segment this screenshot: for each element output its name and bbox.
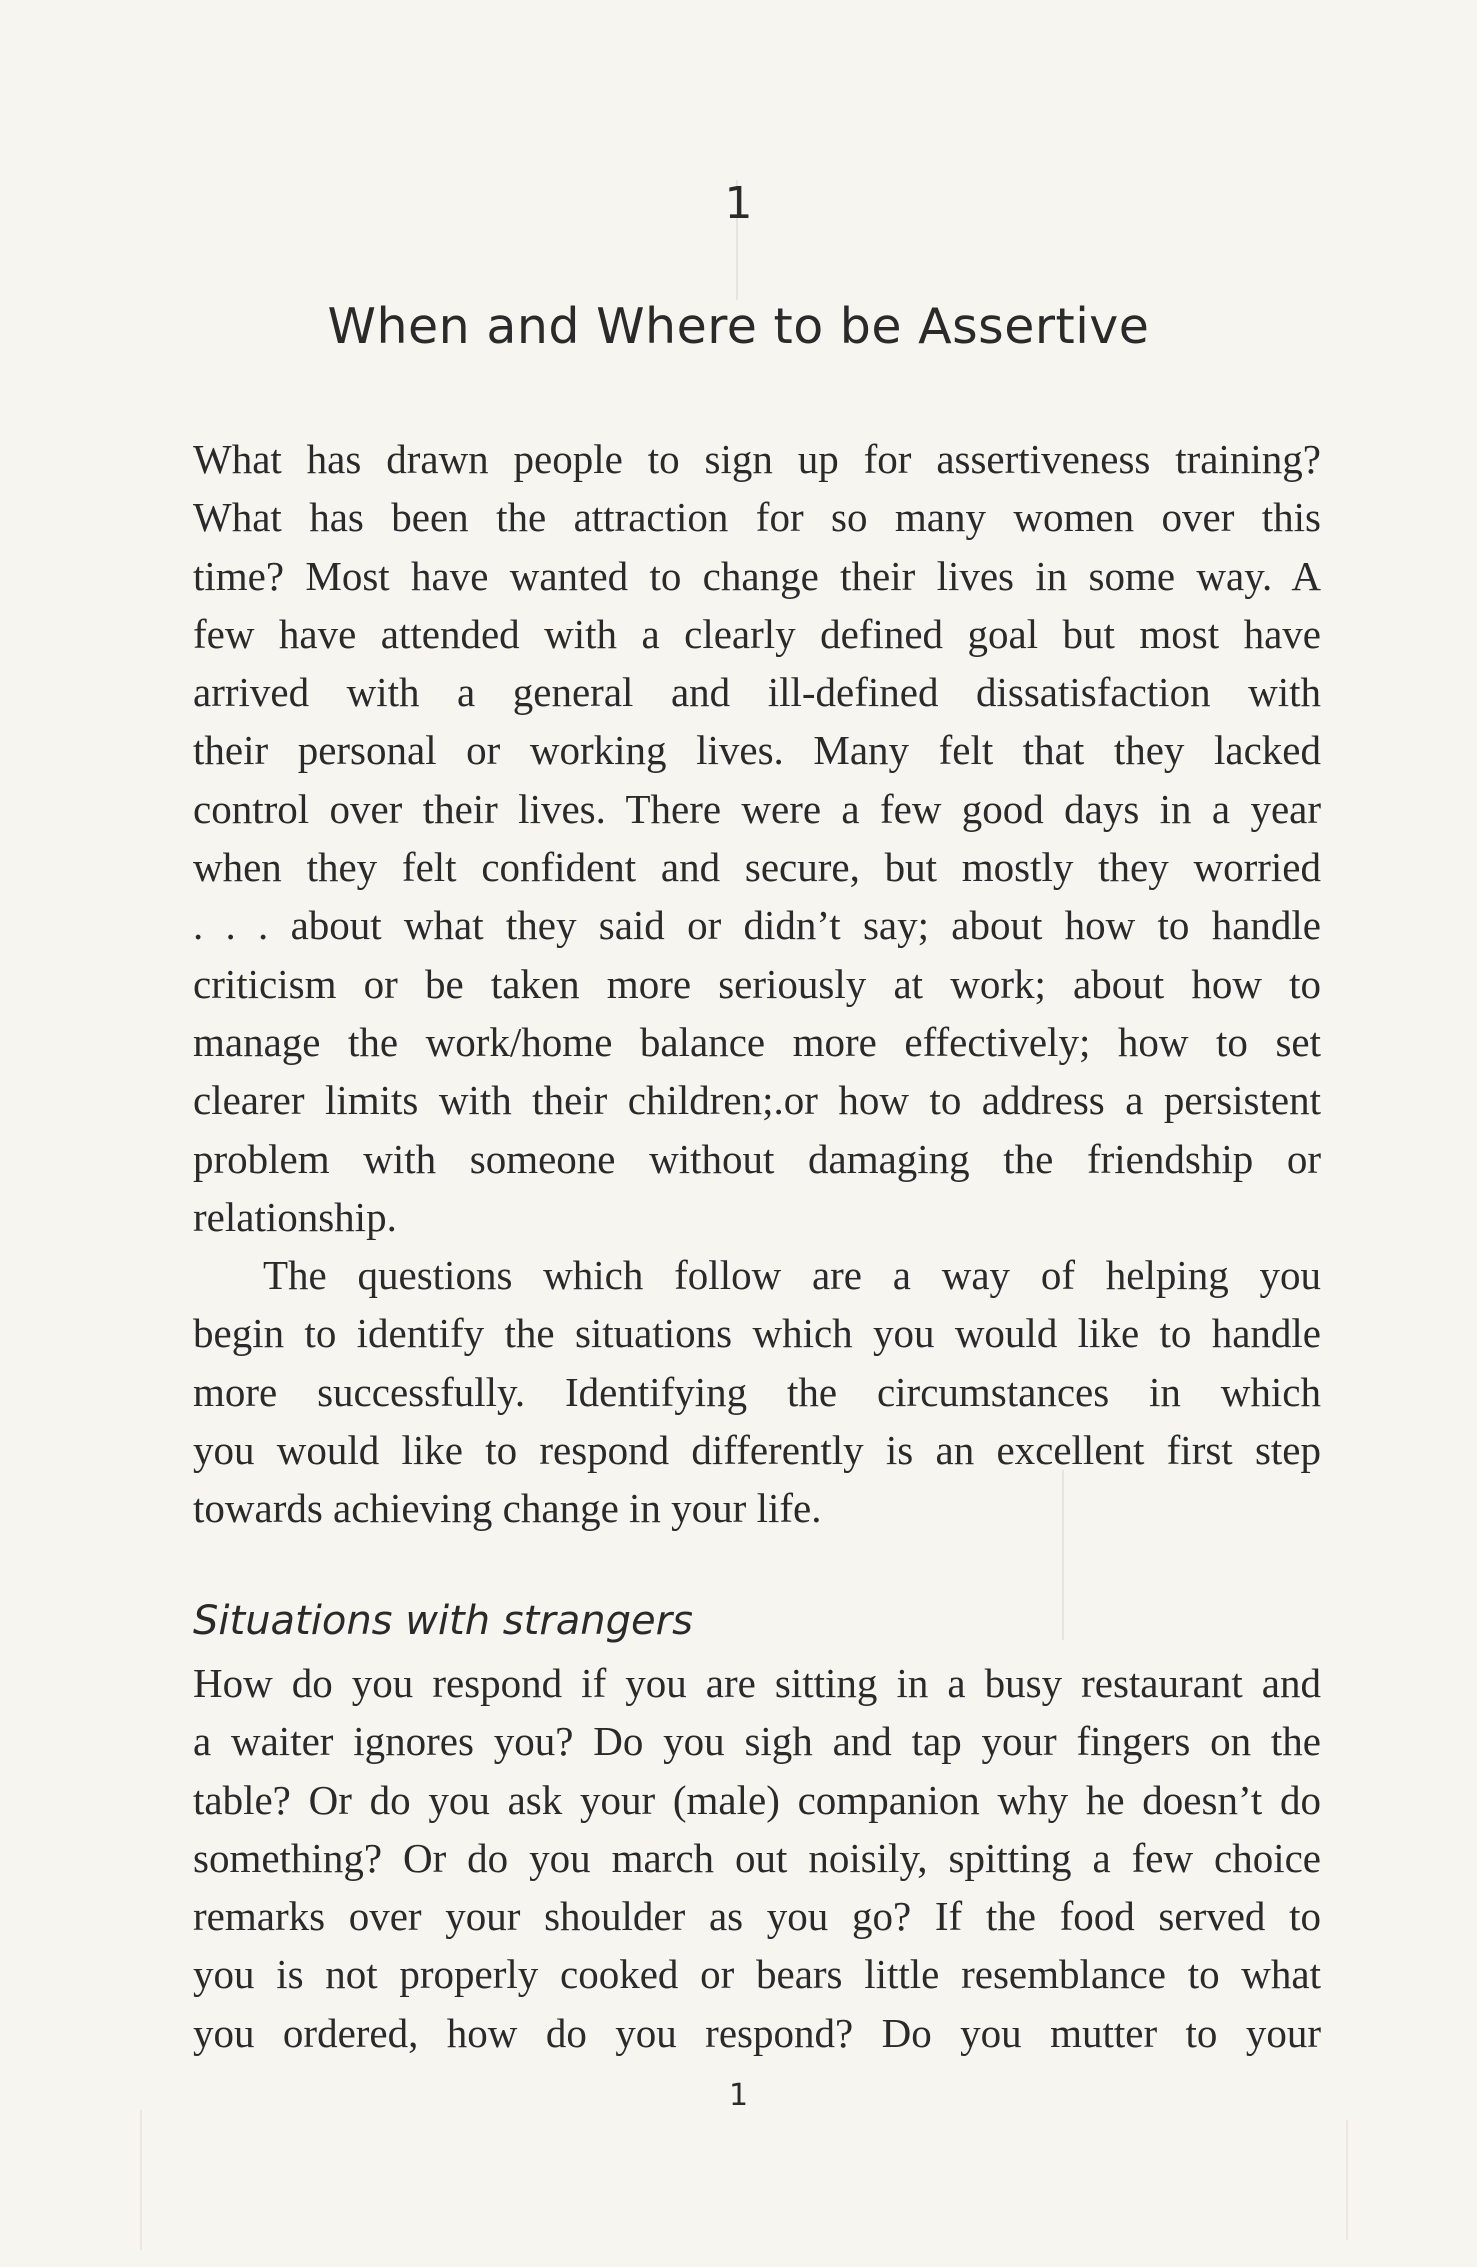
text-line: you is not properly cooked or bears little resemblance to what [193,1951,1321,1998]
text-line: you ordered, how do you respond? Do you mutter to your [193,2009,1321,2056]
text-line: a waiter ignores you? Do you sigh and tap your fingers on the [193,1718,1321,1765]
text-line: begin to identify the situations which you would like to handle [193,1310,1321,1357]
text-line: problem with someone without damaging the friendship or [193,1135,1321,1182]
chapter-title: When and Where to be Assertive [327,298,1150,355]
text-line: manage the work/home balance more effectively; how to set [193,1018,1321,1065]
text-line: remarks over your shoulder as you go? If the food served to [193,1893,1321,1940]
text-line: What has been the attraction for so many women over this [193,494,1321,541]
text-line: relationship. [193,1193,397,1240]
text-line: arrived with a general and ill-defined dissatisfaction with [193,669,1321,716]
paragraph-questions [193,1246,1321,1537]
page-number: 1 [728,2078,749,2113]
text-line: How do you respond if you are sitting in a busy restaurant and [193,1660,1321,1706]
text-line: you would like to respond differently is an excellent first step [193,1426,1321,1473]
text-line: control over their lives. There were a few good days in a year [193,785,1321,832]
text-line: clearer limits with their children;.or how to address a persistent [193,1077,1321,1124]
text-line: when they felt confident and secure, but mostly they worried [193,844,1321,891]
section-heading: Situations with strangers [193,1598,693,1644]
scan-artifact-line [140,2110,142,2250]
text-line: . . . about what they said or didn’t say; about how to handle [193,902,1321,949]
paragraph-intro [193,430,1321,1246]
text-line: table? Or do you ask your (male) companion why he doesn’t do [193,1776,1321,1823]
text-line: towards achieving change in your life. [193,1485,822,1532]
chapter-number: 1 [724,178,753,229]
text-line: criticism or be taken more seriously at work; about how to [193,960,1321,1007]
text-line: more successfully. Identifying the circumstances in which [193,1368,1321,1415]
text-line: The questions which follow are a way of helping you [263,1252,1321,1298]
text-line: their personal or working lives. Many felt that they lacked [193,727,1321,774]
text-line: time? Most have wanted to change their lives in some way. A [193,552,1321,599]
scan-artifact-line [1346,2120,1348,2240]
text-line: few have attended with a clearly defined goal but most have [193,610,1321,657]
text-line: something? Or do you march out noisily, spitting a few choice [193,1834,1321,1881]
text-line: What has drawn people to sign up for assertiveness training? [193,436,1321,482]
paragraph-strangers [193,1654,1321,2062]
